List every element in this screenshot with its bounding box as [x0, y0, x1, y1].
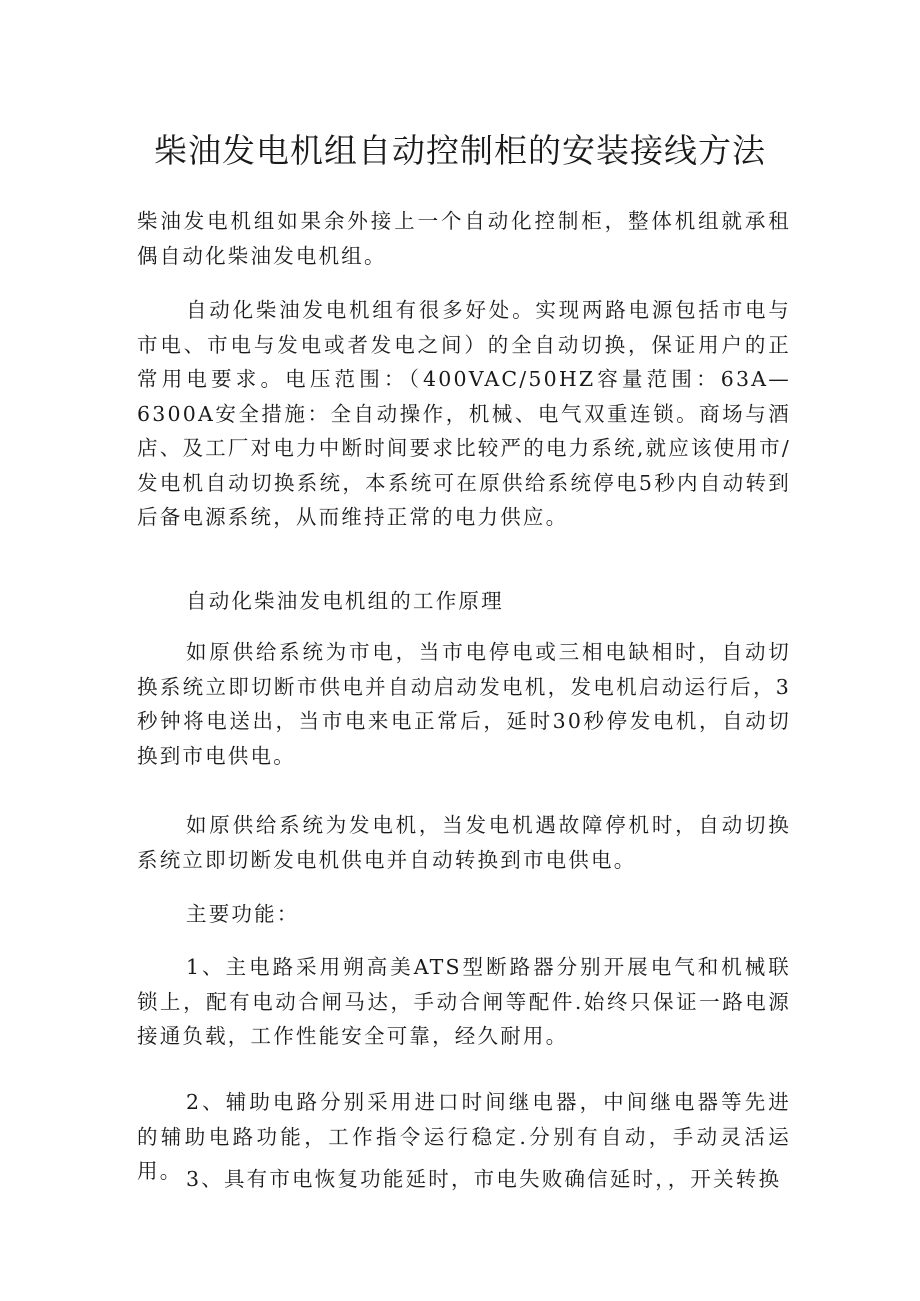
paragraph-function-2: 2、辅助电路分别采用进口时间继电器，中间继电器等先进的辅助电路功能，工作指令运行稳定.分别有自动，手动灵活运用。: [137, 1090, 791, 1183]
document-title: 柴油发电机组自动控制柜的安装接线方法: [154, 131, 766, 170]
paragraph-generator-principle: 如原供给系统为发电机，当发电机遇故障停机时，自动切换系统立即切断发电机供电并自动转换到市电供电。: [137, 813, 791, 872]
paragraph-main-functions-heading: 主要功能：: [186, 902, 300, 926]
paragraph-function-3: 3、具有市电恢复功能延时，市电失败确信延时，，开关转换: [186, 1167, 782, 1191]
paragraph-intro: 柴油发电机组如果余外接上一个自动化控制柜，整体机组就承租偶自动化柴油发电机组。: [137, 209, 791, 268]
paragraph-section-heading: 自动化柴油发电机组的工作原理: [186, 589, 504, 613]
paragraph-benefits: 自动化柴油发电机组有很多好处。实现两路电源包括市电与市电、市电与发电或者发电之间）的全自动切换，保证用户的正常用电要求。电压范围：（400VAC/50HZ容量范围：63A—6300A安全措施：全自动操作，机械、电气双重连锁。商场与酒店、及工厂对电力中断时间要求比较严的电力系统,就应该使用市/发电机自动切换系统，本系统可在原供给系统停电5秒内自动转到后备电源系统，从而维持正常的电力供应。: [137, 298, 791, 529]
paragraph-mains-principle: 如原供给系统为市电，当市电停电或三相电缺相时，自动切换系统立即切断市供电并自动启动发电机，发电机启动运行后，3秒钟将电送出，当市电来电正常后，延时30秒停发电机，自动切换到市电供电。: [137, 640, 791, 768]
paragraph-function-1: 1、主电路采用朔高美ATS型断路器分别开展电气和机械联锁上，配有电动合闸马达，手动合闸等配件.始终只保证一路电源接通负载，工作性能安全可靠，经久耐用。: [137, 955, 791, 1048]
